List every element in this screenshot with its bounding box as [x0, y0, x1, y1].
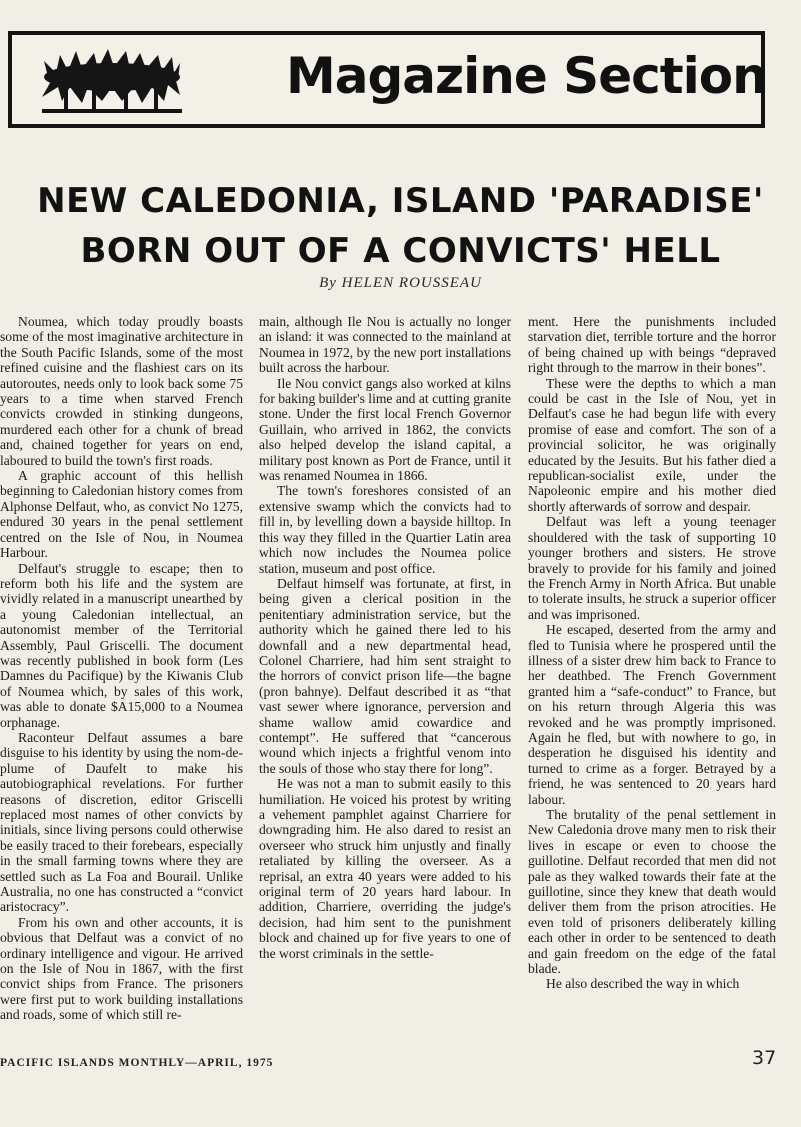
headline-line-1: NEW CALEDONIA, ISLAND 'PARADISE' — [37, 181, 764, 221]
paragraph: From his own and other accounts, it is obvious that Delfaut was a convict of no ordinary intelligence and vigour. He arrived on the Isle of Nou in 1867, with the first convict ships from France. The prisoners were first put to work building installations and roads, some of which still re- — [0, 914, 243, 1023]
section-banner — [8, 31, 765, 128]
paragraph: He was not a man to submit easily to this humiliation. He voiced his protest by writing a vehement pamphlet against Charriere for downgrading him. He also dared to resist an overseer who struck him unjustly and finally retaliated by killing the overseer. As a reprisal, an extra 40 years were added to his original term of 20 years hard labour. In addition, Charriere, overriding the judge's decision, had him sent to the punishment block and chained up for five years to one of the worst criminals in the settle- — [259, 776, 511, 961]
paragraph: He escaped, deserted from the army and fled to Tunisia where he prospered until the illness of a sister drew him back to France to her deathbed. The French Government granted him a “safe-conduct” to France, but on his return through Algeria this was revoked and he was promptly imprisoned. Again he fled, but with nowhere to go, in desperation he disguised his identity and turned to crime as a forger. Betrayed by a friend, he was sentenced to 20 years hard labour. — [528, 622, 776, 807]
paragraph: Delfaut was left a young teenager shouldered with the task of supporting 10 younger brothers and sisters. He strove bravely to provide for his family and joined the French Army in North Africa. But unable to tolerate insults, he struck a superior officer and was imprisoned. — [528, 514, 776, 622]
paragraph: He also described the way in which — [546, 976, 740, 992]
article-column-2 — [259, 314, 511, 1042]
paragraph: The town's foreshores consisted of an extensive swamp which the convicts had to fill in, by levelling down a bayside hilltop. In this way they filled in the Quartier Latin area which now includes the Noumea police station, museum and post office. — [259, 483, 511, 576]
paragraph: Delfaut's struggle to escape; then to reform both his life and the system are vividly related in a manuscript unearthed by a young Caledonian intellectual, an autonomist member of the Territorial Assembly, Paul Griscelli. The document was recently published in book form (Les Damnes du Pacifique) by the Kiwanis Club of Noumea which, by sales of this work, was able to donate $A15,000 to a Noumea orphanage. — [0, 560, 243, 730]
section-title: Magazine Section — [286, 47, 767, 105]
paragraph: ment. Here the punishments included starvation diet, terrible torture and the horror of being chained up with beings “depraved right through to the marrow in their bones”. — [528, 314, 776, 376]
article-headline — [0, 176, 801, 276]
paragraph: Noumea, which today proudly boasts some of the most imaginative architecture in the South Pacific Islands, some of the most refined cuisine and the flashiest cars on its autoroutes, needs only to look back some 75 years to a time when starved French convicts crowded in stinking dungeons, murdered each other for a chunk of bread and, chained together for years on end, laboured to build the town's first roads. — [0, 314, 243, 468]
article-column-3 — [528, 314, 776, 1042]
headline-line-2: BORN OUT OF A CONVICTS' HELL — [80, 231, 721, 271]
paragraph: The brutality of the penal settlement in New Caledonia drove many men to risk their lives in escape or even to choose the guillotine. Delfaut recorded that men did not pale as they walked towards their fate at the guillotine, since they knew that death would deliver them from the prison atrocities. He even told of prisoners deliberately killing each other in order to be sentenced to death and gain freedom on the edge of the fatal blade. — [528, 807, 776, 977]
paragraph: main, although Ile Nou is actually no longer an island: it was connected to the mainland at Noumea in 1972, by the new port installations built across the harbour. — [259, 314, 511, 376]
byline: By HELEN ROUSSEAU — [319, 275, 482, 291]
palm-trees-icon — [42, 47, 182, 113]
article-column-1 — [0, 314, 243, 1042]
paragraph: A graphic account of this hellish beginning to Caledonian history comes from Alphonse Delfaut, who, as convict No 1275, endured 30 years in the penal settlement centred on the Isle of Nou, in Noumea Harbour. — [0, 468, 243, 561]
publication-footer: PACIFIC ISLANDS MONTHLY—APRIL, 1975 — [0, 1057, 274, 1069]
paragraph: Ile Nou convict gangs also worked at kilns for baking builder's lime and at cutting granite stone. Under the first local French Governor Guillain, who arrived in 1862, the convicts also helped develop the island capital, a military post known as Port de France, until it was renamed Noumea in 1866. — [259, 375, 511, 484]
paragraph: These were the depths to which a man could be cast in the Isle of Nou, yet in Delfaut's case he had begun life with every promise of ease and comfort. The son of a provincial solicitor, he was originally educated by the Jesuits. But his father died a republican-socialist exile, under the Napoleonic empire and his mother died shortly afterwards of sorrow and despair. — [528, 375, 776, 514]
paragraph: Delfaut himself was fortunate, at first, in being given a clerical position in the penitentiary administration service, but the authority which he gained there led to his downfall and a new departmental head, Colonel Charriere, had him sent straight to the horrors of convict prison life—the bagne (pron bahnye). Delfaut described it as “that vast sewer where ignorance, perversion and shame wallow amid cowardice and contempt”. He suffered that “cancerous wound which injects a frightful venom into the souls of those who stay there for long”. — [259, 575, 511, 776]
paragraph: Raconteur Delfaut assumes a bare disguise to his identity by using the nom-de-plume of Daufelt to make his autobiographical revelations. For further reasons of discretion, editor Griscelli replaced most names of other convicts by initials, since living persons could otherwise be easily traced to their forebears, especially in the small farming towns where they are settled such as La Foa and Bourail. Unlike Australia, no one has constructed a “convict aristocracy”. — [0, 729, 243, 915]
page-number: 37 — [752, 1047, 777, 1069]
